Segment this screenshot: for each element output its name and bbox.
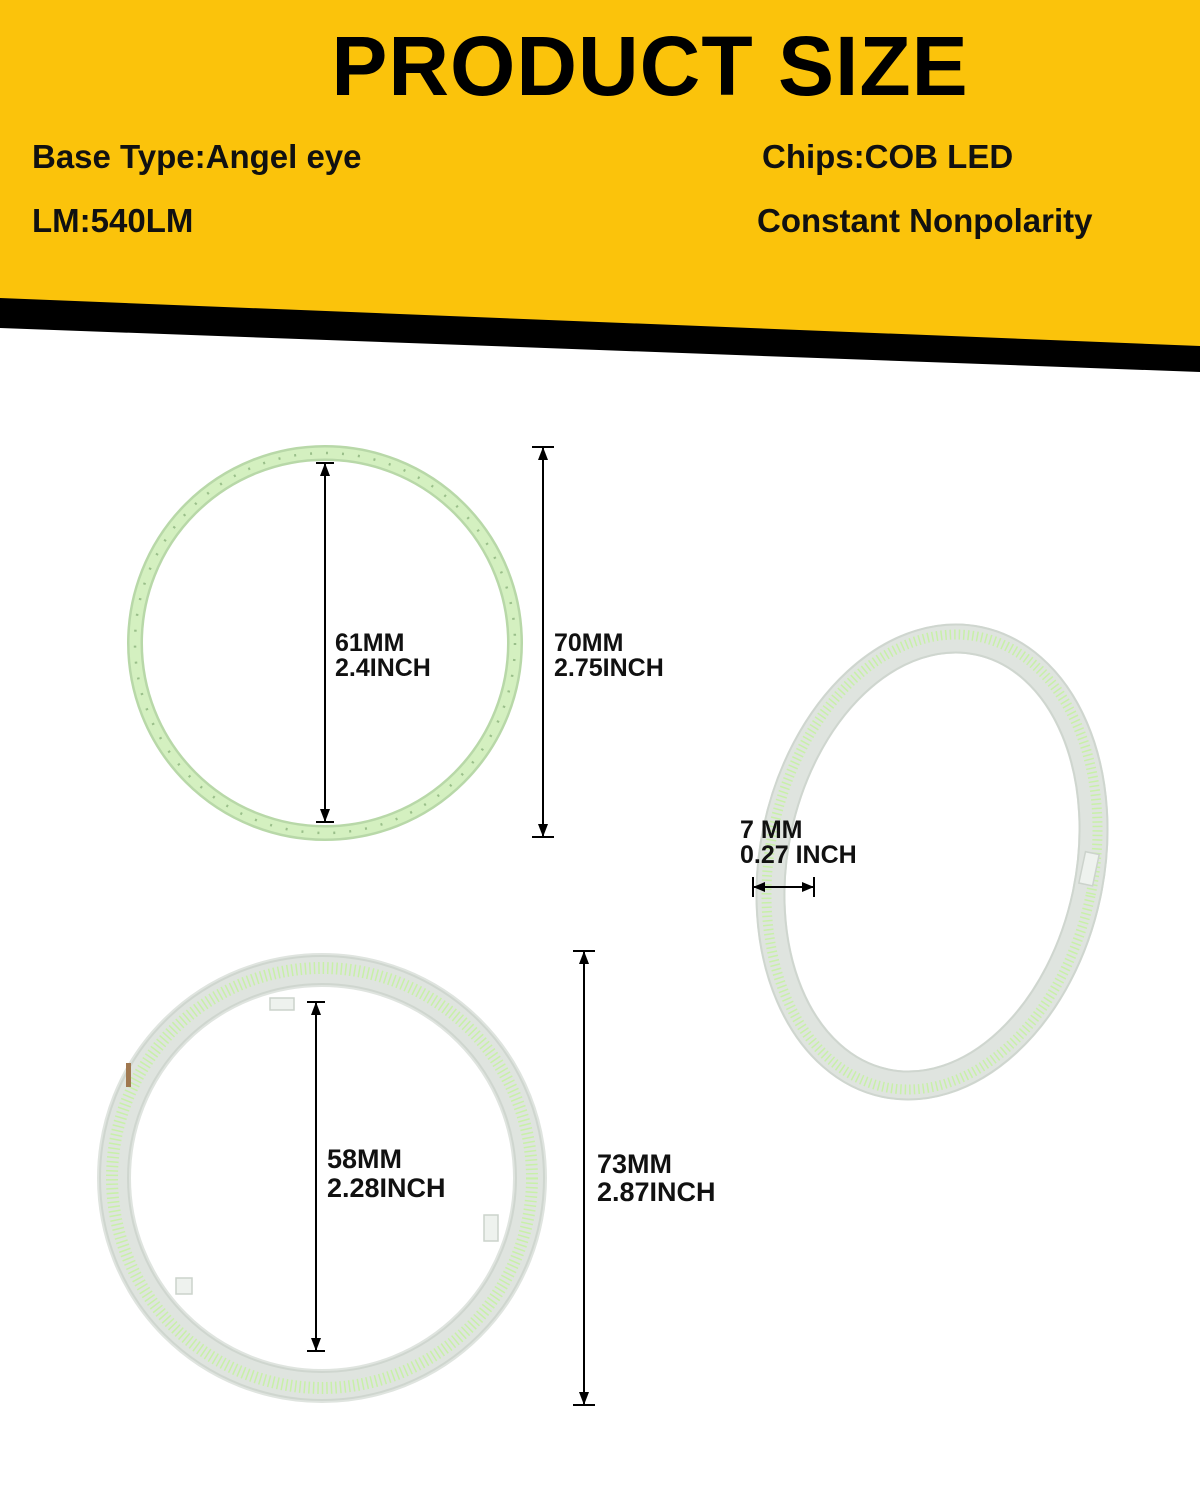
bare-outer-mm-label: 70MM xyxy=(554,629,624,657)
housing-inner-inch-label: 2.28INCH xyxy=(327,1173,446,1203)
spec-lumens: LM:540LM xyxy=(32,202,194,239)
side-width-inch-label: 0.27 INCH xyxy=(740,841,857,869)
side-width-mm-label: 7 MM xyxy=(740,816,803,844)
housing-inner-mm-label: 58MM xyxy=(327,1144,403,1174)
spec-base-type: Base Type:Angel eye xyxy=(32,138,362,175)
page-title: PRODUCT SIZE xyxy=(331,19,969,113)
bare-inner-mm-label: 61MM xyxy=(335,629,405,657)
housing-ring xyxy=(100,956,544,1400)
housing-outer-inch-label: 2.87INCH xyxy=(597,1177,716,1207)
spec-polarity: Constant Nonpolarity xyxy=(757,202,1093,239)
housing-outer-mm-label: 73MM xyxy=(597,1149,673,1179)
spec-chips: Chips:COB LED xyxy=(762,138,1014,175)
bare-outer-inch-label: 2.75INCH xyxy=(554,654,664,682)
bare-inner-inch-label: 2.4INCH xyxy=(335,654,431,682)
